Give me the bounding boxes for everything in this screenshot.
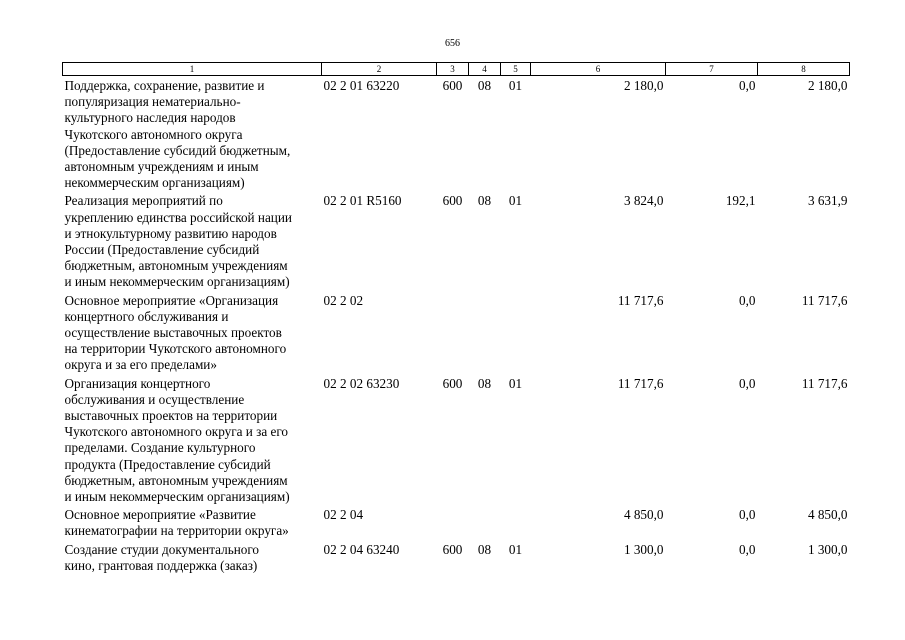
row-amount-change: 0,0 <box>739 78 756 93</box>
row-name-line: кинематографии на территории округа» <box>64 523 289 539</box>
row-amount-change: 0,0 <box>739 375 756 391</box>
row-amount-change: 0,0 <box>739 507 756 523</box>
page-number: 656 <box>445 38 460 49</box>
row-amount-plan: 11 717,6 <box>617 375 664 391</box>
row-name-line: автономным учреждениям и иным <box>64 159 259 175</box>
row-section <box>469 291 501 374</box>
col-header-8: 8 <box>758 63 850 76</box>
row-amount-plan: 1 300,0 <box>623 541 664 557</box>
row-amount-plan: 11 717,6 <box>617 292 664 308</box>
row-amount-total: 11 717,6 <box>801 375 848 391</box>
row-amount-plan: 4 850,0 <box>623 507 664 523</box>
row-amount-plan: 2 180,0 <box>623 78 664 93</box>
row-name-line: концертного обслуживания и <box>64 308 229 324</box>
row-subsection: 01 <box>508 541 523 557</box>
table-row <box>63 76 850 192</box>
row-name-line: обслуживания и осуществление <box>64 391 245 407</box>
row-subsection <box>501 505 531 539</box>
col-header-6: 6 <box>531 63 666 76</box>
row-expense-type: 600 <box>442 375 463 391</box>
row-amount-total: 11 717,6 <box>801 292 848 308</box>
budget-table <box>62 62 850 574</box>
row-subsection: 01 <box>508 375 523 391</box>
row-name-line: кино, грантовая поддержка (заказ) <box>64 557 258 573</box>
row-subsection: 01 <box>508 78 523 93</box>
row-section <box>469 505 501 539</box>
table-row <box>63 540 850 574</box>
row-amount-total: 3 631,9 <box>807 193 848 209</box>
row-name-line: продукта (Предоставление субсидий <box>64 456 271 472</box>
row-name-line: бюджетным, автономным учреждениям <box>64 472 288 488</box>
row-code: 02 2 02 63230 <box>323 375 400 391</box>
table-row <box>63 505 850 539</box>
row-name <box>63 540 322 574</box>
row-amount-change: 0,0 <box>739 541 756 557</box>
row-code: 02 2 02 <box>323 292 364 308</box>
row-code: 02 2 01 R5160 <box>323 193 402 209</box>
row-name-line: Организация концертного <box>64 375 211 391</box>
row-name <box>63 191 322 290</box>
row-amount-plan: 3 824,0 <box>623 193 664 209</box>
col-header-3: 3 <box>437 63 469 76</box>
row-name-line: Поддержка, сохранение, развитие и <box>64 78 265 93</box>
row-name-line: (Предоставление субсидий бюджетным, <box>64 142 291 158</box>
row-name <box>63 374 322 506</box>
row-name-line: и иным некоммерческим организациям) <box>64 274 290 290</box>
row-name-line: Чукотского автономного округа <box>64 126 243 142</box>
row-name-line: округа и за его пределами» <box>64 357 217 373</box>
row-code: 02 2 01 63220 <box>323 78 400 93</box>
table-row <box>63 291 850 374</box>
table-row <box>63 374 850 506</box>
row-name-line: некоммерческим организациям) <box>64 175 245 191</box>
row-expense-type: 600 <box>442 78 463 93</box>
row-name-line: Основное мероприятие «Развитие <box>64 507 256 523</box>
table-row <box>63 191 850 290</box>
row-amount-total: 4 850,0 <box>807 507 848 523</box>
row-name <box>63 291 322 374</box>
row-name-line: России (Предоставление субсидий <box>64 242 260 258</box>
row-expense-type: 600 <box>442 541 463 557</box>
col-header-2: 2 <box>322 63 437 76</box>
row-name-line: выставочных проектов на территории <box>64 408 278 424</box>
col-header-4: 4 <box>469 63 501 76</box>
row-amount-change: 0,0 <box>739 292 756 308</box>
row-section: 08 <box>477 78 492 93</box>
row-name-line: Основное мероприятие «Организация <box>64 292 279 308</box>
row-name-line: Создание студии документального <box>64 541 260 557</box>
col-header-5: 5 <box>501 63 531 76</box>
row-name <box>63 505 322 539</box>
row-amount-total: 1 300,0 <box>807 541 848 557</box>
row-name-line: осуществление выставочных проектов <box>64 325 282 341</box>
row-code: 02 2 04 63240 <box>323 541 400 557</box>
col-header-1: 1 <box>63 63 322 76</box>
row-name-line: Чукотского автономного округа и за его <box>64 424 289 440</box>
row-subsection <box>501 291 531 374</box>
row-name-line: популяризация нематериально- <box>64 94 241 110</box>
row-expense-type <box>437 505 469 539</box>
row-name-line: и этнокультурному развитию народов <box>64 225 277 241</box>
row-section: 08 <box>477 375 492 391</box>
row-amount-change: 192,1 <box>725 193 756 209</box>
row-name-line: и иным некоммерческим организациям) <box>64 489 290 505</box>
row-name-line: на территории Чукотского автономного <box>64 341 287 357</box>
row-name-line: пределами. Создание культурного <box>64 440 256 456</box>
row-section: 08 <box>477 193 492 209</box>
row-name-line: укреплению единства российской нации <box>64 209 292 225</box>
table-body <box>63 76 850 575</box>
row-expense-type: 600 <box>442 193 463 209</box>
row-name-line: бюджетным, автономным учреждениям <box>64 258 288 274</box>
row-name <box>63 76 322 192</box>
row-amount-total: 2 180,0 <box>807 78 848 93</box>
column-number-header <box>63 63 850 76</box>
col-header-7: 7 <box>666 63 758 76</box>
row-subsection: 01 <box>508 193 523 209</box>
row-name-line: культурного наследия народов <box>64 110 236 126</box>
row-code: 02 2 04 <box>323 507 364 523</box>
row-section: 08 <box>477 541 492 557</box>
row-name-line: Реализация мероприятий по <box>64 193 223 209</box>
row-expense-type <box>437 291 469 374</box>
